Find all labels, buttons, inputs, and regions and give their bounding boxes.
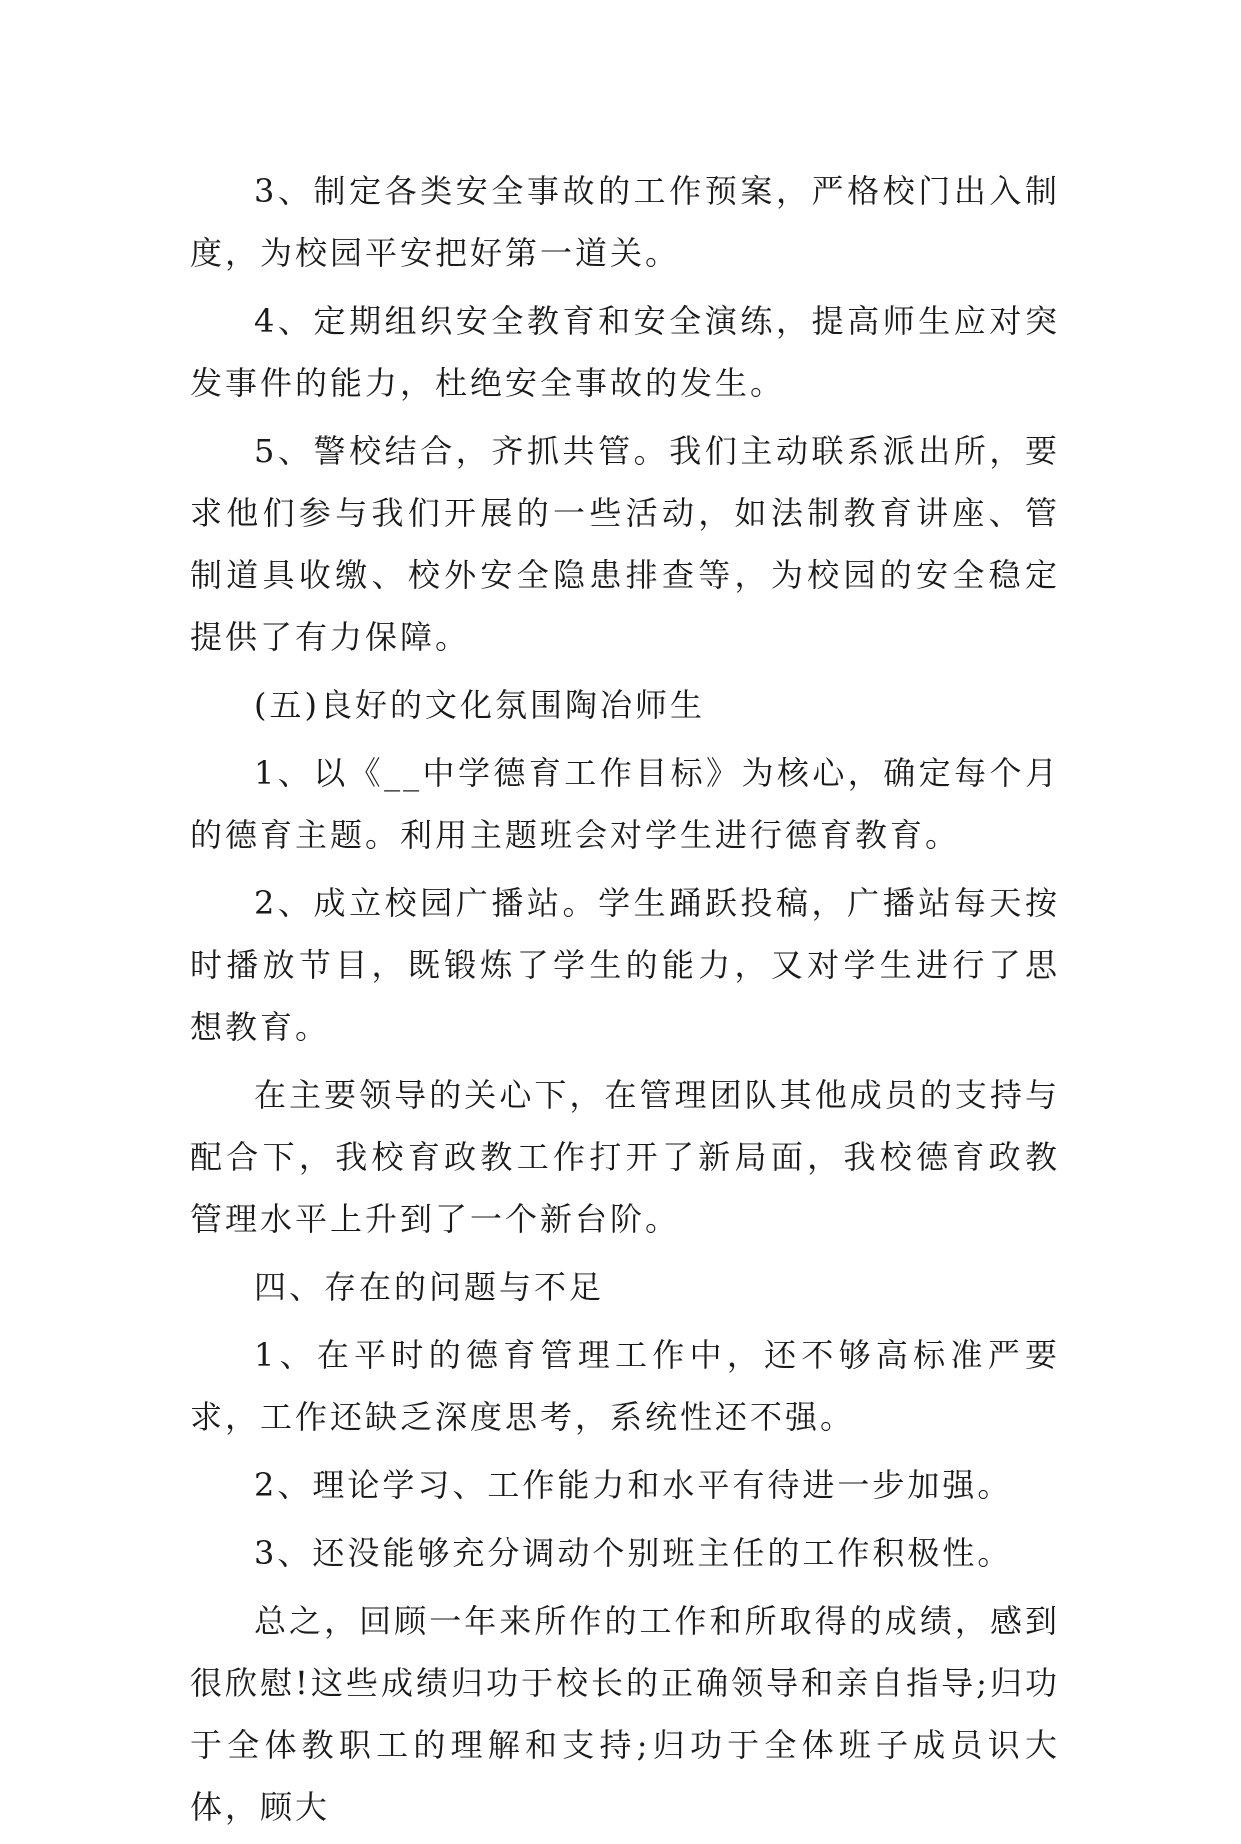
document-page: [190, 160, 1060, 1844]
paragraph-police-school: 5、警校结合，齐抓共管。我们主动联系派出所，要求他们参与我们开展的一些活动，如法制教育讲座、管制道具收缴、校外安全隐患排查等，为校园的安全稳定提供了有力保障。: [190, 432, 1060, 656]
paragraph-safety-plan: 3、制定各类安全事故的工作预案，严格校门出入制度，为校园平安把好第一道关。: [190, 172, 1060, 272]
section-heading-problems: 四、存在的问题与不足: [254, 1268, 605, 1306]
paragraph-problem-3: 3、还没能够充分调动个别班主任的工作积极性。: [254, 1534, 1013, 1572]
paragraph-new-situation: 在主要领导的关心下，在管理团队其他成员的支持与配合下，我校育政教工作打开了新局面，我校德育政教管理水平上升到了一个新台阶。: [190, 1076, 1060, 1238]
paragraph-broadcast-station: 2、成立校园广播站。学生踊跃投稿，广播站每天按时播放节目，既锻炼了学生的能力，又对学生进行了思想教育。: [190, 884, 1060, 1046]
paragraph-moral-theme: 1、以《__中学德育工作目标》为核心，确定每个月的德育主题。利用主题班会对学生进行德育教育。: [190, 754, 1060, 854]
section-heading-culture: (五)良好的文化氛围陶冶师生: [254, 686, 705, 724]
paragraph-safety-drill: 4、定期组织安全教育和安全演练，提高师生应对突发事件的能力，杜绝安全事故的发生。: [190, 302, 1060, 402]
paragraph-problem-2: 2、理论学习、工作能力和水平有待进一步加强。: [254, 1466, 1013, 1504]
paragraph-summary: 总之，回顾一年来所作的工作和所取得的成绩，感到很欣慰!这些成绩归功于校长的正确领导和亲自指导;归功于全体教职工的理解和支持;归功于全体班子成员识大体，顾大: [190, 1602, 1060, 1826]
paragraph-problem-1: 1、在平时的德育管理工作中，还不够高标准严要求，工作还缺乏深度思考，系统性还不强。: [190, 1336, 1060, 1436]
